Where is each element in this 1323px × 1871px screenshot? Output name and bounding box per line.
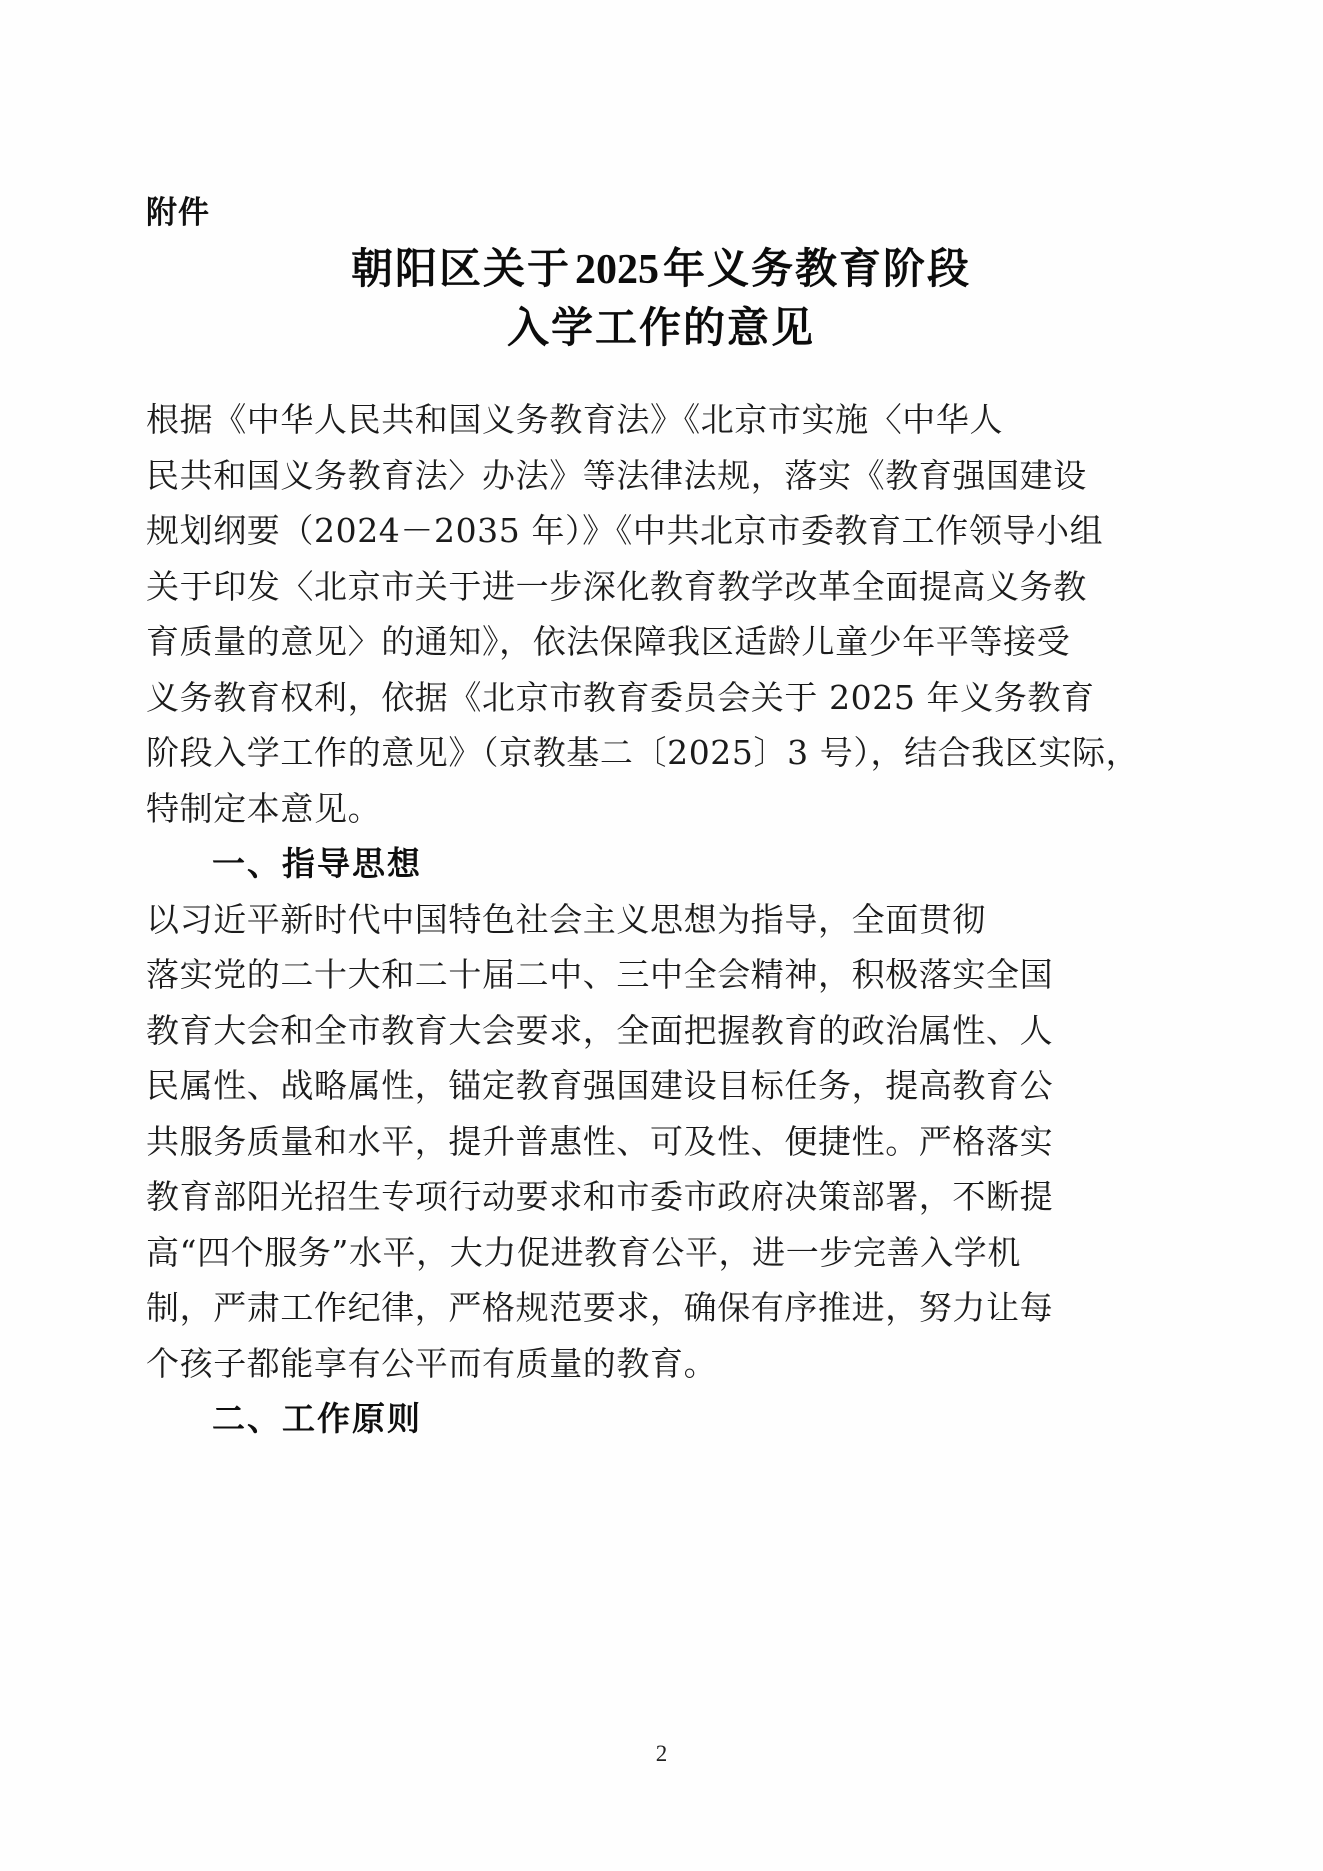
paragraph-line: [146, 1169, 1176, 1225]
paragraph-line-text: 民共和国义务教育法〉办法》等法律法规，落实《教育强国建设: [146, 455, 1087, 495]
paragraph-line-text: 规划纲要（2024－2035 年）》《中共北京市委教育工作领导小组: [146, 511, 1104, 550]
paragraph-line-text: 根据《中华人民共和国义务教育法》《北京市实施〈中华人: [146, 400, 1004, 439]
paragraph-line: [146, 1114, 1176, 1170]
paragraph-line-text: 义务教育权利，依据《北京市教育委员会关于 2025 年义务教育: [146, 677, 1095, 717]
paragraph-line-text: 民属性、战略属性，锚定教育强国建设目标任务，提高教育公: [146, 1066, 1054, 1105]
page-title: [146, 240, 1176, 357]
paragraph-line: [146, 559, 1176, 615]
page-number: 2: [655, 1741, 668, 1766]
paragraph-line: [146, 448, 1176, 504]
paragraph-line: [146, 614, 1176, 670]
paragraph-line-text: 落实党的二十大和二十届二中、三中全会精神，积极落实全国: [146, 955, 1054, 994]
page-title-year: 2025: [575, 247, 659, 293]
page-title-line-1-prefix: 朝阳区关于: [350, 244, 571, 293]
paragraph-line-text: 制，严肃工作纪律，严格规范要求，确保有序推进，努力让每: [146, 1288, 1054, 1327]
section-heading-2: 二、工作原则: [212, 1399, 422, 1438]
paragraph-line-text: 教育部阳光招生专项行动要求和市委市政府决策部署，不断提: [146, 1177, 1054, 1216]
paragraph-line: [146, 725, 1176, 781]
paragraph-line: [146, 1280, 1176, 1336]
paragraph-line-text: 教育大会和全市教育大会要求，全面把握教育的政治属性、人: [146, 1010, 1054, 1050]
paragraph-line-text: 育质量的意见〉的通知》，依法保障我区适龄儿童少年平等接受: [146, 622, 1071, 661]
page-title-line-1: [146, 240, 1176, 299]
paragraph-line: [146, 947, 1176, 1003]
page-title-line-1-suffix: 年义务教育阶段: [663, 244, 972, 293]
paragraph-line-text: 关于印发〈北京市关于进一步深化教育教学改革全面提高义务教: [146, 566, 1087, 606]
paragraph-line: 特制定本意见。: [146, 788, 382, 828]
paragraph-line: [146, 892, 1176, 948]
paragraph-line-text: 阶段入学工作的意见》（京教基二〔2025〕3 号），结合我区实际，: [146, 733, 1140, 772]
section-heading-1: 一、指导思想: [212, 844, 422, 883]
document-body: [146, 392, 1176, 1447]
paragraph-line: [146, 503, 1176, 559]
paragraph-section-1: [146, 892, 1176, 1392]
paragraph-line-text: 共服务质量和水平，提升普惠性、可及性、便捷性。严格落实: [146, 1121, 1054, 1161]
paragraph-line: [146, 1058, 1176, 1114]
paragraph-line: [146, 392, 1176, 448]
attachment-label: 附件: [146, 195, 210, 231]
paragraph-intro: [146, 392, 1176, 836]
paragraph-line-text: 高“四个服务”水平，大力促进教育公平，进一步完善入学机: [146, 1232, 1021, 1272]
paragraph-line-text: 以习近平新时代中国特色社会主义思想为指导，全面贯彻: [146, 899, 986, 939]
page-title-line-2: 入学工作的意见: [506, 303, 815, 352]
paragraph-line: [146, 670, 1176, 726]
paragraph-line: 个孩子都能享有公平而有质量的教育。: [146, 1343, 718, 1383]
paragraph-line: [146, 1225, 1176, 1281]
paragraph-line: [146, 1003, 1176, 1059]
